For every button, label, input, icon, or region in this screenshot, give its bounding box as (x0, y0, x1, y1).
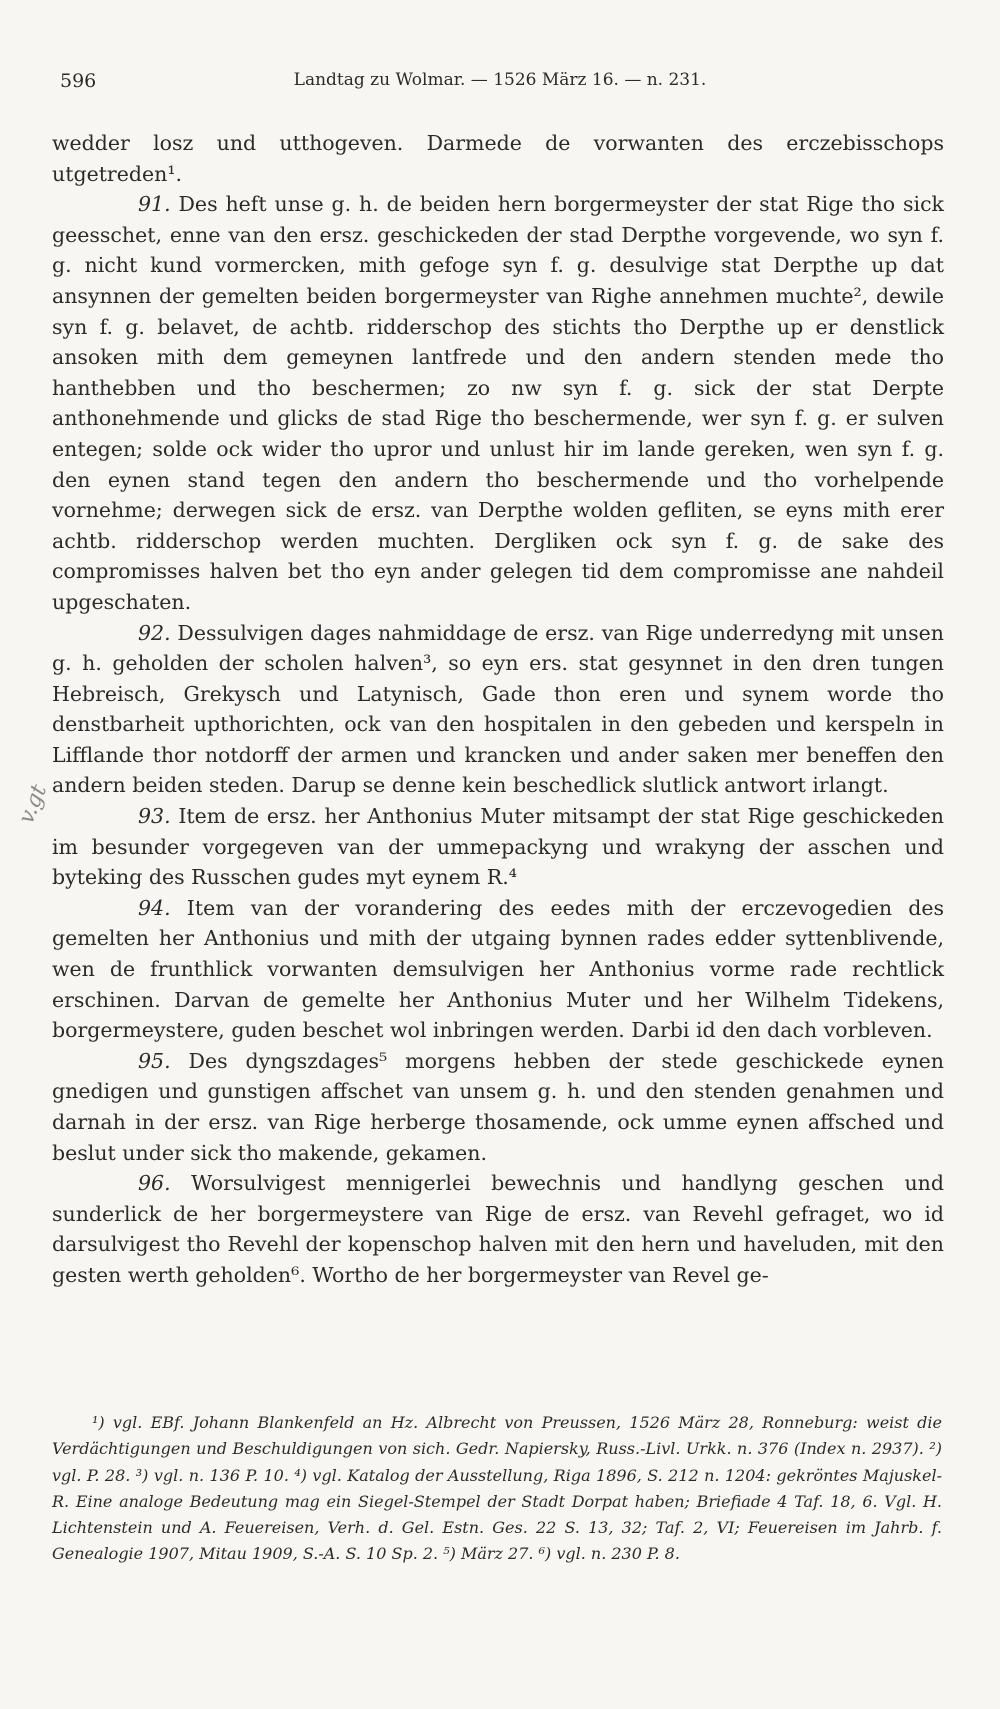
page-number: 596 (60, 70, 97, 92)
paragraph-number: 96. (138, 1171, 171, 1196)
paragraph-number: 94. (138, 895, 171, 920)
paragraph-94: 94. Item van der vorandering des eedes mith der erczevogedien des gemelten her Anthonius und mith der utgaing bynnen rades edder syttenblivende, wen de frunthlick vorwanten demsulvigen her Anthonius vorme rade rechtlick erschinen. Darvan de gemelte her Anthonius Muter und her Wilhelm Tidekens, borgermeystere, guden beschet wol inbringen werden. Darbi id den dach vorbleven. (52, 895, 944, 1043)
footnotes (52, 1410, 942, 1568)
paragraph-number: 91. (138, 192, 171, 217)
paragraph-95: 95. Des dyngszdages⁵ morgens hebben der stede geschickede eynen gnedigen und gunstigen affschet van unsem g. h. und den stenden genahmen und darnah in der ersz. van Rige herberge thosamende, ock umme eynen affsched und beslut under sick tho makende, gekamen. (52, 1048, 944, 1165)
paragraph-number: 93. (138, 804, 171, 829)
paragraph-93: 93. Item de ersz. her Anthonius Muter mitsampt der stat Rige geschickeden im besunder vorgegeven van der ummepackyng und wrakyng der asschen und byteking des Russchen gudes myt eynem R.⁴ (52, 804, 944, 890)
body-text (52, 128, 944, 1291)
paragraph-96: 96. Worsulvigest mennigerlei bewechnis und handlyng geschen und sunderlick de her borgermeystere van Rige de ersz. van Revehl gefraget, wo id darsulvigest tho Revehl der kopenschop halven mit den hern und haveluden, mit den gesten werth geholden⁶. Wortho de her borgermeyster van Revel ge- (52, 1171, 944, 1287)
footnote-block: ¹) vgl. EBf. Johann Blankenfeld an Hz. Albrecht von Preussen, 1526 März 28, Ronneburg: weist die Verdächtigungen und Beschuldigungen von sich. Gedr. Napiersky, Russ.-Livl. Urkk. n. 376 (Index n. 2937). ²) vgl. P. 28. ³) vgl. n. 136 P. 10. ⁴) vgl. Katalog der Ausstellung, Riga 1896, S. 212 n. 1204: gekröntes Majuskel-R. Eine analoge Bedeutung mag ein Siegel-Stempel der Stadt Dorpat haben; Briefiade 4 Taf. 18, 6. Vgl. H. Lichtenstein und A. Feuereisen, Verh. d. Gel. Estn. Ges. 22 S. 13, 32; Taf. 2, VI; Feuereisen im Jahrb. f. Genealogie 1907, Mitau 1909, S.-A. S. 10 Sp. 2. ⁵) März 27. ⁶) vgl. n. 230 P. 8. (52, 1413, 942, 1564)
paragraph-91: 91. Des heft unse g. h. de beiden hern borgermeyster der stat Rige tho sick geesschet, enne van den ersz. geschickeden der stad Derpthe vorgevende, wo syn f. g. nicht kund vormercken, mith gefoge syn f. g. desulvige stat Derpthe up dat ansynnen der gemelten beiden borgermeyster van Righe annehmen muchte², dewile syn f. g. belavet, de achtb. ridderschop des stichts tho Derpthe up er denstlick ansoken mith dem gemeynen lantfrede und den andern stenden mede tho hanthebben und tho beschermen; zo nw syn f. g. sick der stat Derpte anthonehmende und glicks de stad Rige tho beschermende, wer syn f. g. er sulven entegen; solde ock wider tho upror und unlust hir im lande gereken, wen syn f. g. den eynen stand tegen den andern tho beschermende und tho vorhelpende vornehme; derwegen sick de ersz. van Derpthe wolden gefliten, se eyns mith erer achtb. ridderschop werden muchten. Dergliken ock syn f. g. de sake des compromisses halven bet tho eyn ander gelegen tid dem compromisse ane nahdeil upgeschaten. (52, 192, 944, 614)
running-header (60, 70, 940, 100)
paragraph-number: 95. (138, 1048, 171, 1073)
margin-annotation: v.gt (14, 781, 53, 828)
running-title: Landtag zu Wolmar. — 1526 März 16. — n. 231. (293, 70, 707, 90)
paragraph-continuation: wedder losz und utthogeven. Darmede de vorwanten des erczebisschops utgetreden¹. (52, 131, 944, 186)
paragraph-number: 92. (138, 620, 171, 645)
paragraph-92: 92. Dessulvigen dages nahmiddage de ersz. van Rige underredyng mit unsen g. h. geholden der scholen halven³, so eyn ers. stat gesynnet in den dren tungen Hebreisch, Grekysch und Latynisch, Gade thon eren und synem worde tho denstbarheit upthorichten, ock van den hospitalen in den gebeden und kerspeln in Lifflande thor notdorff der armen und krancken und ander saken mer beneffen den andern beiden steden. Darup se denne kein beschedlick slutlick antwort irlangt. (52, 620, 944, 798)
